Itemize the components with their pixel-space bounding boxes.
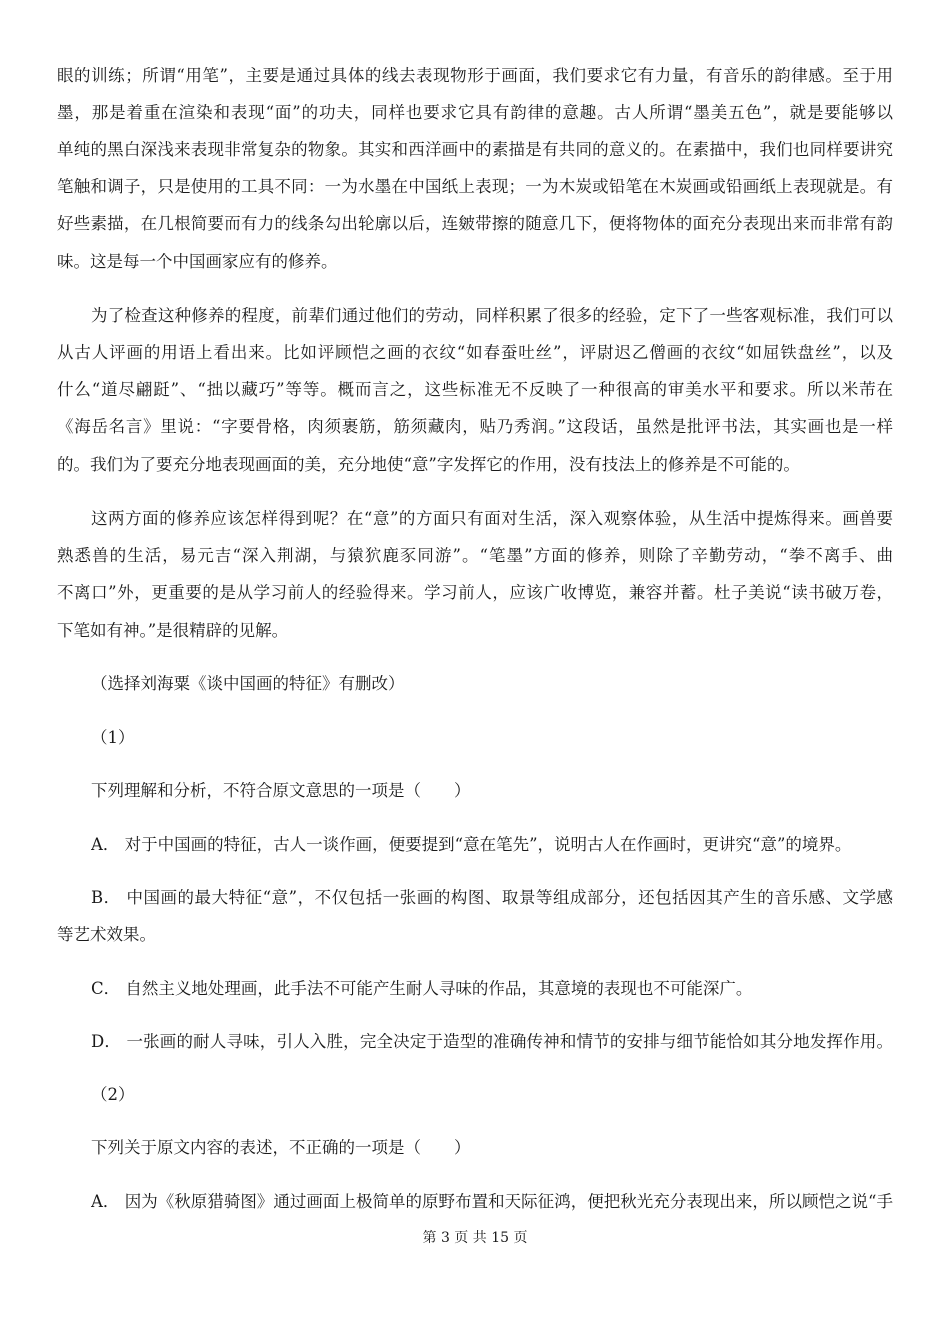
paragraph-1-line: 味。这是每一个中国画家应有的修养。 (57, 252, 338, 271)
question-1-option-b-cont: 等艺术效果。 (57, 925, 156, 944)
paragraph-2-line: 从古人评画的用语上看出来。比如评顾恺之画的衣纹“如春蚕吐丝”，评尉迟乙僧画的衣纹“如屈铁盘丝”，以及 (57, 343, 893, 362)
question-1-option-c: C． 自然主义地处理画，此手法不可能产生耐人寻味的作品，其意境的表现也不可能深广。 (91, 979, 753, 998)
paragraph-1-line: 眼的训练；所谓“用笔”，主要是通过具体的线去表现物形于画面，我们要求它有力量，有音乐的韵律感。至于用 (57, 66, 893, 85)
question-2-number: （2） (91, 1085, 135, 1104)
question-1-option-a: A． 对于中国画的特征，古人一谈作画，便要提到“意在笔先”，说明古人在作画时，更讲究“意”的境界。 (91, 835, 852, 854)
paragraph-1-line: 笔触和调子，只是使用的工具不同：一为水墨在中国纸上表现；一为木炭或铅笔在木炭画或铅画纸上表现就是。有 (57, 177, 893, 196)
question-1-option-d: D． 一张画的耐人寻味，引人入胜，完全决定于造型的准确传神和情节的安排与细节能恰如其分地发挥作用。 (91, 1032, 893, 1051)
question-1-option-b: B． 中国画的最大特征“意”，不仅包括一张画的构图、取景等组成部分，还包括因其产生的音乐感、文学感 (91, 888, 893, 907)
question-1-number: （1） (91, 728, 135, 747)
question-2-option-a: A． 因为《秋原猎骑图》通过画面上极简单的原野布置和天际征鸿，便把秋光充分表现出来，所以顾恺之说“手 (91, 1192, 893, 1211)
paragraph-2-line: 《海岳名言》里说：“字要骨格，肉须裹筋，筋须藏肉，贴乃秀润。”这段话，虽然是批评书法，其实画也是一样 (57, 417, 893, 436)
paragraph-3-line: 下笔如有神。”是很精辟的见解。 (57, 621, 289, 640)
paragraph-3-line: 这两方面的修养应该怎样得到呢？在“意”的方面只有面对生活，深入观察体验，从生活中提炼得来。画兽要 (91, 509, 893, 528)
question-2-stem: 下列关于原文内容的表述，不正确的一项是（ ） (91, 1138, 471, 1157)
paragraph-3-line: 不离口”外，更重要的是从学习前人的经验得来。学习前人，应该广收博览，兼容并蓄。杜子美说“读书破万卷， (57, 583, 893, 602)
page-footer: 第 3 页 共 15 页 (422, 1230, 528, 1246)
question-1-stem: 下列理解和分析，不符合原文意思的一项是（ ） (91, 781, 471, 800)
paragraph-2-line: 为了检查这种修养的程度，前辈们通过他们的劳动，同样积累了很多的经验，定下了一些客观标准，我们可以 (91, 306, 893, 325)
paragraph-1-line: 好些素描，在几根简要而有力的线条勾出轮廓以后，连皴带擦的随意几下，便将物体的面充分表现出来而非常有韵 (57, 214, 893, 233)
paragraph-2-line: 的。我们为了要充分地表现画面的美，充分地使“意”字发挥它的作用，没有技法上的修养是不可能的。 (57, 455, 800, 474)
paragraph-1-line: 墨，那是着重在渲染和表现“面”的功夫，同样也要求它具有韵律的意趣。古人所谓“墨美五色”，就是要能够以 (57, 103, 893, 122)
source-note: （选择刘海粟《谈中国画的特征》有删改） (91, 674, 405, 693)
paragraph-3-line: 熟悉兽的生活，易元吉“深入荆湖，与猿狖鹿豕同游”。“笔墨”方面的修养，则除了辛勤劳动，“拳不离手、曲 (57, 546, 893, 565)
paragraph-1-line: 单纯的黑白深浅来表现非常复杂的物象。其实和西洋画中的素描是有共同的意义的。在素描中，我们也同样要讲究 (57, 140, 893, 159)
paragraph-2-line: 什么“道尽翩跹”、“拙以藏巧”等等。概而言之，这些标准无不反映了一种很高的审美水平和要求。所以米芾在 (57, 380, 893, 399)
